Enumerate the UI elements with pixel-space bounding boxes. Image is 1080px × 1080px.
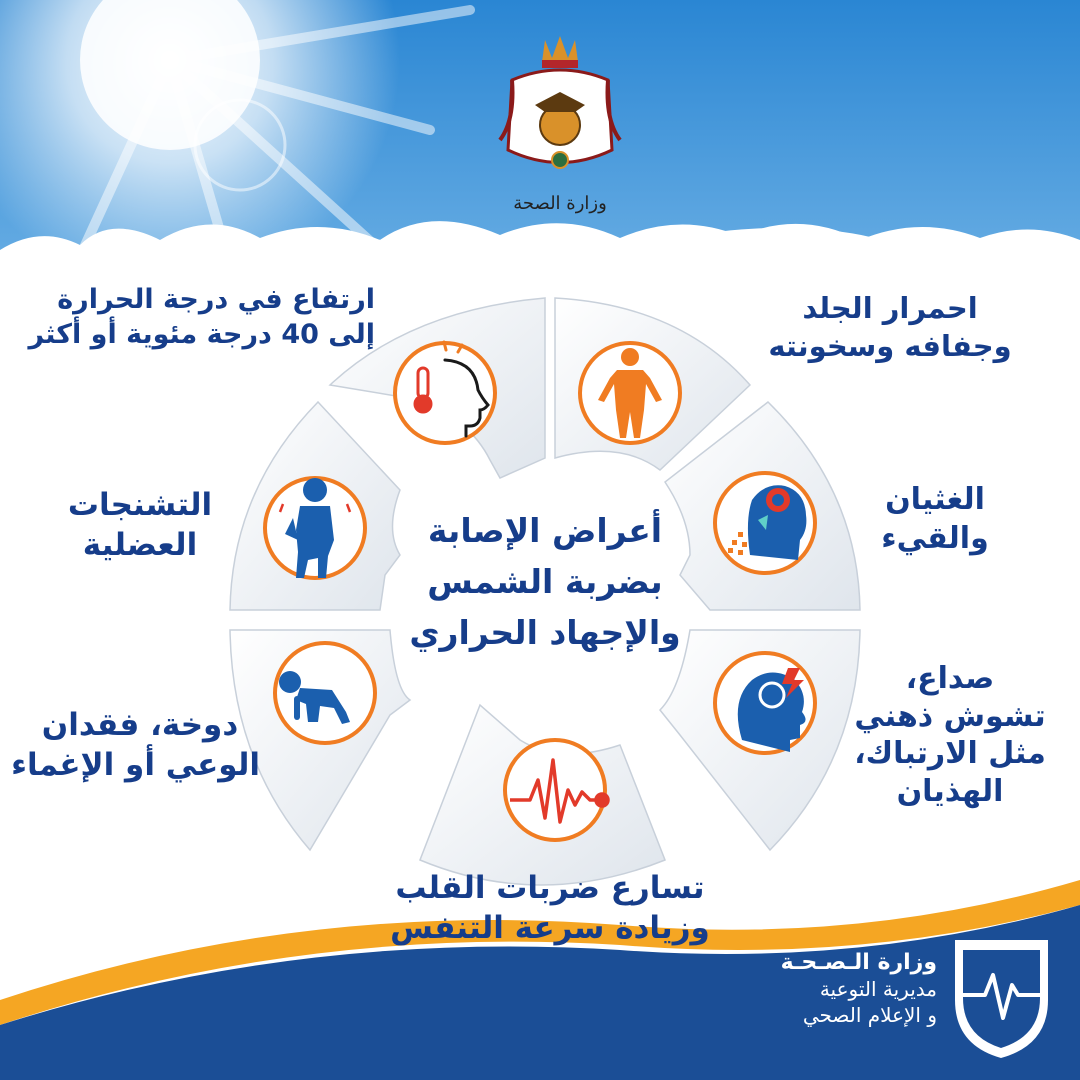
symptom-heartbeat-line2: وزيادة سرعة التنفس [390,910,710,947]
ministry-name: وزارة الـصـحـة [780,950,937,975]
symptom-label-headache [840,660,1060,810]
symptom-cramps-line2: العضلية [82,527,198,564]
symptom-headache-line2: تشوش ذهني [854,698,1046,734]
symptom-label-fever [28,282,375,352]
symptom-fever-line2: إلى 40 درجة مئوية أو أكثر [28,319,375,351]
directorate-subtitle: و الإعلام الصحي [802,1003,937,1027]
symptom-nausea-line1: الغثيان [885,482,985,517]
symptom-cramps-line1: التشنجات [67,487,213,523]
symptom-nausea-line2: والقيء [881,521,989,556]
center-title [380,505,710,658]
symptom-label-skin [760,290,1020,365]
center-title-line3: والإجهاد الحراري [409,613,681,653]
center-title-line1: أعراض الإصابة [427,511,663,550]
symptom-headache-line3: مثل الارتباك، [854,736,1046,771]
symptom-dizziness-line2: الوعي أو الإغماء [11,747,260,784]
symptom-dizziness-line1: دوخة، فقدان [41,707,239,743]
symptom-label-cramps [50,485,230,566]
ministry-footer-text [755,950,937,1027]
symptom-fever-line1: ارتفاع في درجة الحرارة [57,284,375,315]
symptom-label-nausea [870,480,1000,558]
symptom-heartbeat-line1: تسارع ضربات القلب [395,870,705,906]
symptom-skin-line2: وجفافه وسخونته [768,328,1012,363]
center-title-line2: بضربة الشمس [427,562,663,602]
symptom-label-dizziness [11,705,260,786]
symptom-headache-line1: صداع، [905,661,995,696]
symptom-skin-line1: احمرار الجلد [802,291,978,325]
symptom-label-heartbeat [380,868,720,949]
ministry-signature-caption: وزارة الصحة [513,193,607,214]
directorate-name: مديرية التوعية [819,977,937,1001]
symptom-headache-line4: الهذيان [896,773,1004,809]
